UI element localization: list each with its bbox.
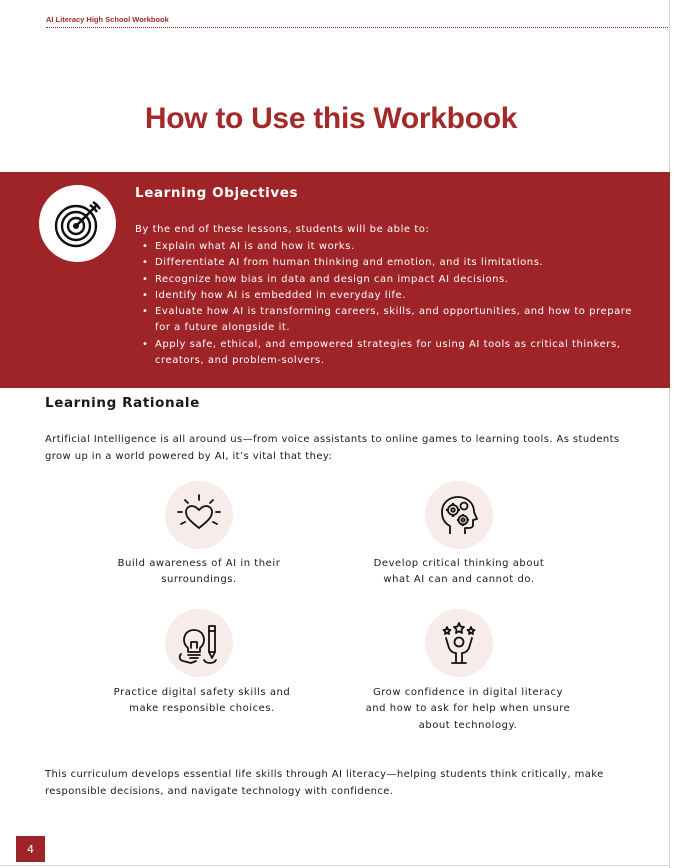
- objective-item: • Differentiate AI from human thinking and emotion, and its limitations.: [135, 255, 635, 271]
- skill-awareness: Build awareness of AI in their surroundings.: [117, 558, 281, 586]
- skill-critical-thinking: Develop critical thinking about what AI can and cannot do.: [373, 558, 545, 586]
- heart-icon: [165, 481, 233, 549]
- rationale-intro: Artificial Intelligence is all around us—from voice assistants to online games to learning tools. As students grow up in a world powered by AI, it’s vital that they:: [45, 434, 620, 462]
- learning-objectives-banner: [0, 172, 670, 388]
- lightbulb-pencil-icon: [165, 609, 233, 677]
- celebration-icon: [425, 609, 493, 677]
- objective-item: • Explain what AI is and how it works.: [135, 239, 635, 255]
- running-header: [46, 14, 668, 28]
- closing-paragraph: This curriculum develops essential life skills through AI literacy—helping students think critically, make responsible decisions, and navigate technology with confidence.: [45, 769, 604, 797]
- objectives-list: [135, 239, 635, 369]
- objective-item: • Apply safe, ethical, and empowered strategies for using AI tools as critical thinkers, creators, and problem-solvers.: [135, 337, 635, 370]
- page-title: How to Use this Workbook: [144, 102, 518, 135]
- target-icon: [39, 185, 116, 262]
- running-header-title: AI Literacy High School Workbook: [46, 15, 169, 24]
- page-bottom-edge: [0, 865, 670, 866]
- head-gears-icon: [425, 481, 493, 549]
- objectives-intro: By the end of these lessons, students will be able to:: [135, 224, 430, 235]
- objective-item: • Identify how AI is embedded in everyday life.: [135, 288, 635, 304]
- objective-item: • Recognize how bias in data and design can impact AI decisions.: [135, 272, 635, 288]
- skill-confidence: Grow confidence in digital literacy and how to ask for help when unsure about technology.: [365, 687, 571, 731]
- rationale-heading: Learning Rationale: [45, 395, 200, 411]
- page-number: 4: [16, 836, 45, 862]
- page-edge: [669, 0, 670, 868]
- objectives-heading: Learning Objectives: [135, 185, 299, 201]
- objective-item: • Evaluate how AI is transforming careers, skills, and opportunities, and how to prepare for a future alongside it.: [135, 304, 635, 337]
- skill-digital-safety: Practice digital safety skills and make responsible choices.: [113, 687, 291, 715]
